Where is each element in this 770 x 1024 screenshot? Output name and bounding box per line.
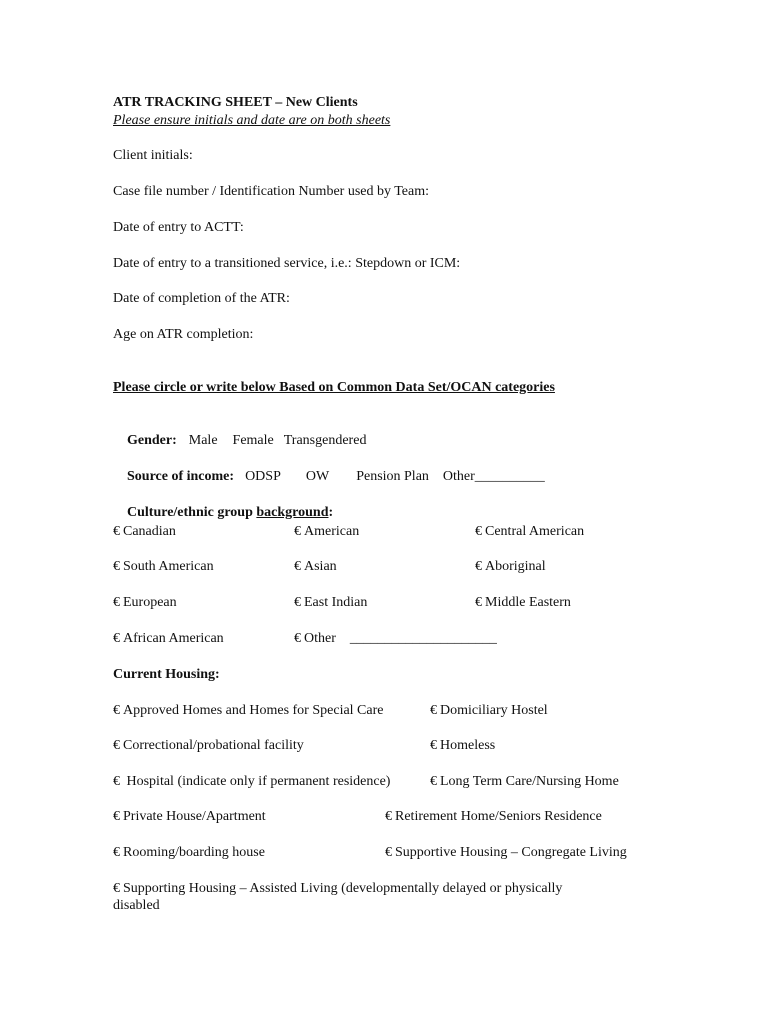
housing-option-retirement-home: € Retirement Home/Seniors Residence [385, 809, 602, 824]
housing-option-rooming-house: € Rooming/boarding house [113, 845, 265, 860]
culture-option-south-american: € South American [113, 559, 214, 574]
checkbox-bullet-icon: € [385, 845, 392, 860]
culture-option-middle-eastern: € Middle Eastern [475, 595, 571, 610]
housing-option-homeless: € Homeless [430, 738, 496, 753]
housing-option-domiciliary-hostel: € Domiciliary Hostel [430, 703, 548, 718]
housing-option-correctional: € Correctional/probational facility [113, 738, 304, 753]
culture-option-other: € Other _____________________ [294, 631, 497, 646]
checkbox-bullet-icon: € [113, 595, 120, 610]
checkbox-bullet-icon: € [385, 809, 392, 824]
housing-label: Current Housing: [113, 667, 220, 682]
income-option-pension: Pension Plan [356, 469, 429, 484]
gender-option-transgendered: Transgendered [283, 433, 367, 448]
checkbox-bullet-icon: € [113, 881, 120, 896]
housing-option-supporting-assisted: € Supporting Housing – Assisted Living (developmentally delayed or physically [113, 881, 563, 896]
culture-option-asian: € Asian [294, 559, 337, 574]
checkbox-bullet-icon: € [294, 524, 301, 539]
checkbox-bullet-icon: € [475, 559, 482, 574]
section-instructions: Please circle or write below Based on Common Data Set/OCAN categories [113, 380, 555, 395]
checkbox-bullet-icon: € [113, 809, 120, 824]
checkbox-bullet-icon: € [113, 774, 120, 789]
culture-option-canadian: € Canadian [113, 524, 176, 539]
gender-label: Gender: [127, 433, 177, 448]
checkbox-bullet-icon: € [113, 845, 120, 860]
gender-option-female: Female [232, 433, 274, 448]
checkbox-bullet-icon: € [430, 738, 437, 753]
culture-option-east-indian: € East Indian [294, 595, 368, 610]
income-option-other: Other__________ [442, 469, 545, 484]
culture-label: Culture/ethnic group background: [127, 505, 334, 520]
housing-option-private-house: € Private House/Apartment [113, 809, 266, 824]
housing-option-hospital: € Hospital (indicate only if permanent residence) [113, 774, 391, 789]
checkbox-bullet-icon: € [475, 595, 482, 610]
income-label: Source of income: [127, 469, 235, 484]
checkbox-bullet-icon: € [475, 524, 482, 539]
field-case-file-number: Case file number / Identification Number used by Team: [113, 184, 430, 199]
housing-option-supporting-assisted-cont: disabled [113, 898, 160, 913]
checkbox-bullet-icon: € [113, 559, 120, 574]
checkbox-bullet-icon: € [294, 559, 301, 574]
housing-option-supportive-congregate: € Supportive Housing – Congregate Living [385, 845, 627, 860]
checkbox-bullet-icon: € [294, 631, 301, 646]
income-option-odsp: ODSP [245, 469, 281, 484]
culture-option-african-american: € African American [113, 631, 224, 646]
income-option-ow: OW [305, 469, 330, 484]
checkbox-bullet-icon: € [113, 631, 120, 646]
form-title: ATR TRACKING SHEET – New Clients [113, 95, 358, 110]
form-subtitle: Please ensure initials and date are on both sheets [113, 113, 391, 128]
checkbox-bullet-icon: € [113, 524, 120, 539]
field-age-on-completion: Age on ATR completion: [113, 327, 254, 342]
housing-option-approved-homes: € Approved Homes and Homes for Special Care [113, 703, 384, 718]
housing-option-long-term-care: € Long Term Care/Nursing Home [430, 774, 619, 789]
culture-option-aboriginal: € Aboriginal [475, 559, 546, 574]
gender-option-male: Male [188, 433, 218, 448]
field-date-completion-atr: Date of completion of the ATR: [113, 291, 290, 306]
culture-option-european: € European [113, 595, 177, 610]
field-date-entry-transitioned: Date of entry to a transitioned service, i.e.: Stepdown or ICM: [113, 256, 461, 271]
checkbox-bullet-icon: € [294, 595, 301, 610]
field-client-initials: Client initials: [113, 148, 193, 163]
checkbox-bullet-icon: € [113, 703, 120, 718]
culture-option-central-american: € Central American [475, 524, 585, 539]
field-date-entry-actt: Date of entry to ACTT: [113, 220, 244, 235]
checkbox-bullet-icon: € [113, 738, 120, 753]
culture-option-american: € American [294, 524, 360, 539]
checkbox-bullet-icon: € [430, 774, 437, 789]
checkbox-bullet-icon: € [430, 703, 437, 718]
